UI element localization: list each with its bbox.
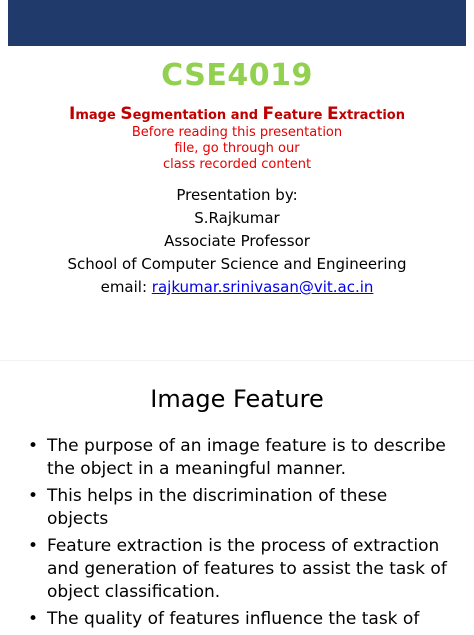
bullet-item: • The purpose of an image feature is to describe the object in a meaningful manner. bbox=[28, 435, 458, 481]
bullet-item: • The quality of features influence the task of bbox=[28, 608, 458, 631]
header-bar bbox=[8, 0, 466, 46]
author-block bbox=[0, 184, 474, 299]
note-line: class recorded content bbox=[162, 157, 312, 172]
author-role: Associate Professor bbox=[164, 232, 310, 250]
presented-by: Presentation by: bbox=[176, 186, 298, 204]
reading-note bbox=[0, 125, 474, 173]
author-school: School of Computer Science and Engineering bbox=[67, 255, 407, 273]
course-subtitle: Image Segmentation and Feature Extraction bbox=[69, 104, 405, 124]
slide-title: Image Feature bbox=[150, 385, 324, 413]
course-code: CSE4019 bbox=[161, 58, 313, 93]
note-line: Before reading this presentation bbox=[131, 125, 343, 140]
note-line: file, go through our bbox=[174, 141, 300, 156]
bullet-item: • Feature extraction is the process of extraction and generation of features to assist the task of object classification. bbox=[28, 535, 458, 604]
author-name: S.Rajkumar bbox=[194, 209, 280, 227]
bullet-list bbox=[28, 435, 458, 635]
author-email-line bbox=[0, 276, 474, 299]
email-link[interactable]: rajkumar.srinivasan@vit.ac.in bbox=[151, 278, 374, 296]
email-label: email: bbox=[100, 278, 152, 296]
content-slide bbox=[0, 361, 474, 632]
bullet-item: • This helps in the discrimination of these objects bbox=[28, 485, 458, 531]
